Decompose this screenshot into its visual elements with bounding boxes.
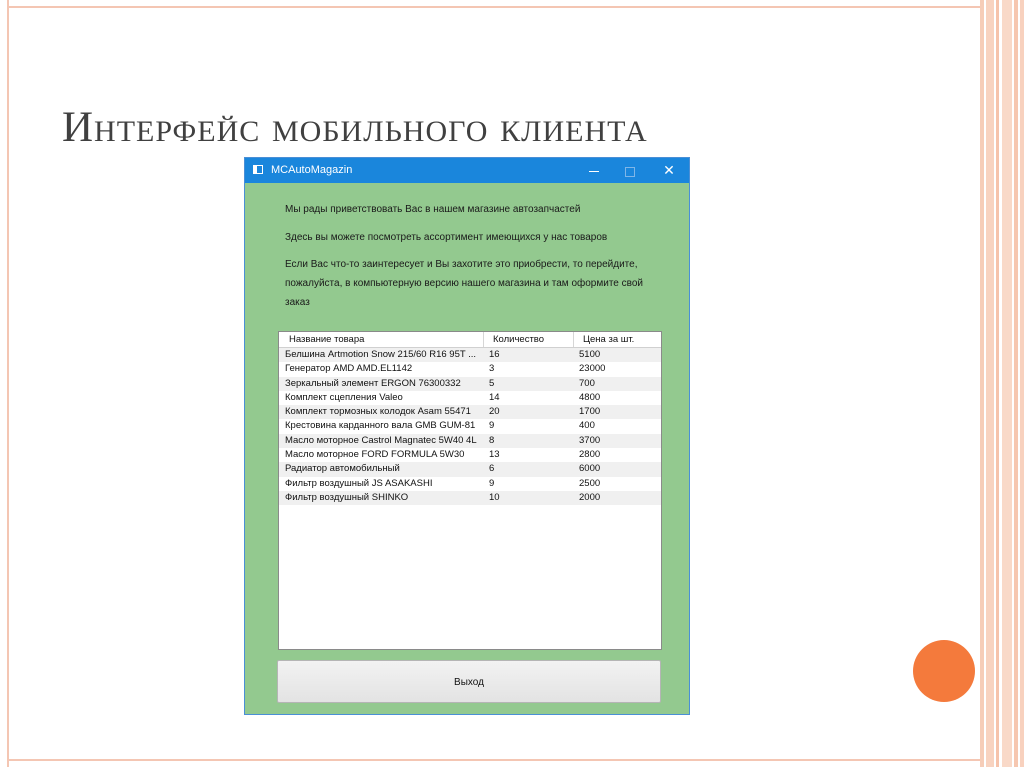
products-table[interactable] <box>278 331 662 650</box>
slide-frame-top <box>7 0 984 8</box>
cell-quantity: 13 <box>489 449 500 461</box>
table-row[interactable] <box>279 377 661 391</box>
table-row[interactable] <box>279 448 661 462</box>
cell-quantity: 9 <box>489 420 495 432</box>
table-row[interactable] <box>279 462 661 476</box>
table-row[interactable] <box>279 362 661 376</box>
table-header <box>279 332 661 348</box>
cell-quantity: 8 <box>489 434 495 446</box>
assortment-text: Здесь вы можете посмотреть ассортимент имеющихся у нас товаров <box>285 232 608 243</box>
cell-price: 4800 <box>579 391 601 403</box>
order-text-line2: пожалуйста, в компьютерную версию нашего магазина и там оформите свой <box>285 278 643 289</box>
cell-name: Комплект сцепления Valeo <box>285 391 403 403</box>
slide-title: Интерфейс мобильного клиента <box>62 104 648 151</box>
cell-price: 2500 <box>579 477 601 489</box>
cell-price: 3700 <box>579 434 601 446</box>
column-header-name[interactable]: Название товара <box>289 334 365 345</box>
cell-price: 2000 <box>579 491 601 503</box>
cell-quantity: 9 <box>489 477 495 489</box>
table-row[interactable] <box>279 391 661 405</box>
order-text-line1: Если Вас что-то заинтересует и Вы захотите это приобрести, то перейдите, <box>285 259 638 270</box>
cell-quantity: 20 <box>489 406 500 418</box>
cell-price: 6000 <box>579 463 601 475</box>
slide-frame-bottom <box>7 759 984 767</box>
cell-price: 2800 <box>579 449 601 461</box>
cell-price: 700 <box>579 377 595 389</box>
column-separator[interactable] <box>483 332 484 347</box>
cell-name: Крестовина карданного вала GMB GUM-81 <box>285 420 476 432</box>
table-body <box>279 348 661 505</box>
table-row[interactable] <box>279 434 661 448</box>
cell-name: Радиатор автомобильный <box>285 463 400 475</box>
minimize-button[interactable] <box>575 158 613 183</box>
window-titlebar[interactable] <box>245 158 689 183</box>
cell-price: 5100 <box>579 349 601 360</box>
maximize-icon <box>625 167 635 177</box>
cell-name: Масло моторное Castrol Magnatec 5W40 4L <box>285 434 477 446</box>
cell-name: Зеркальный элемент ERGON 76300332 <box>285 377 461 389</box>
window-title: MCAutoMagazin <box>271 164 353 176</box>
column-separator[interactable] <box>573 332 574 347</box>
close-button[interactable] <box>650 158 688 183</box>
column-separator[interactable] <box>661 332 662 347</box>
exit-button[interactable]: Выход <box>277 660 661 703</box>
cell-price: 400 <box>579 420 595 432</box>
cell-name: Генератор AMD AMD.EL1142 <box>285 363 413 375</box>
decorative-circle <box>913 640 975 702</box>
cell-quantity: 6 <box>489 463 495 475</box>
cell-price: 1700 <box>579 406 601 418</box>
cell-name: Комплект тормозных колодок Asam 55471 <box>285 406 471 418</box>
cell-quantity: 10 <box>489 491 500 503</box>
maximize-button[interactable] <box>611 158 649 183</box>
app-window <box>244 157 690 715</box>
column-header-quantity[interactable]: Количество <box>493 334 545 345</box>
slide-stripes <box>980 0 1024 767</box>
app-icon <box>253 165 263 174</box>
order-text-line3: заказ <box>285 297 310 308</box>
cell-name: Фильтр воздушный SHINKO <box>285 491 409 503</box>
table-row[interactable] <box>279 491 661 505</box>
close-icon: ✕ <box>663 162 675 178</box>
cell-name: Фильтр воздушный JS ASAKASHI <box>285 477 433 489</box>
table-row[interactable] <box>279 348 661 362</box>
cell-name: Масло моторное FORD FORMULA 5W30 <box>285 449 465 461</box>
welcome-text: Мы рады приветствовать Вас в нашем магазине автозапчастей <box>285 204 581 215</box>
table-row[interactable] <box>279 405 661 419</box>
column-header-price[interactable]: Цена за шт. <box>583 334 635 345</box>
minimize-icon <box>589 171 599 172</box>
table-row[interactable] <box>279 419 661 433</box>
cell-price: 23000 <box>579 363 606 375</box>
cell-quantity: 16 <box>489 349 500 360</box>
cell-name: Белшина Artmotion Snow 215/60 R16 95T ... <box>285 349 477 360</box>
table-row[interactable] <box>279 477 661 491</box>
cell-quantity: 3 <box>489 363 495 375</box>
slide-frame-left <box>0 0 9 767</box>
cell-quantity: 14 <box>489 391 500 403</box>
cell-quantity: 5 <box>489 377 495 389</box>
